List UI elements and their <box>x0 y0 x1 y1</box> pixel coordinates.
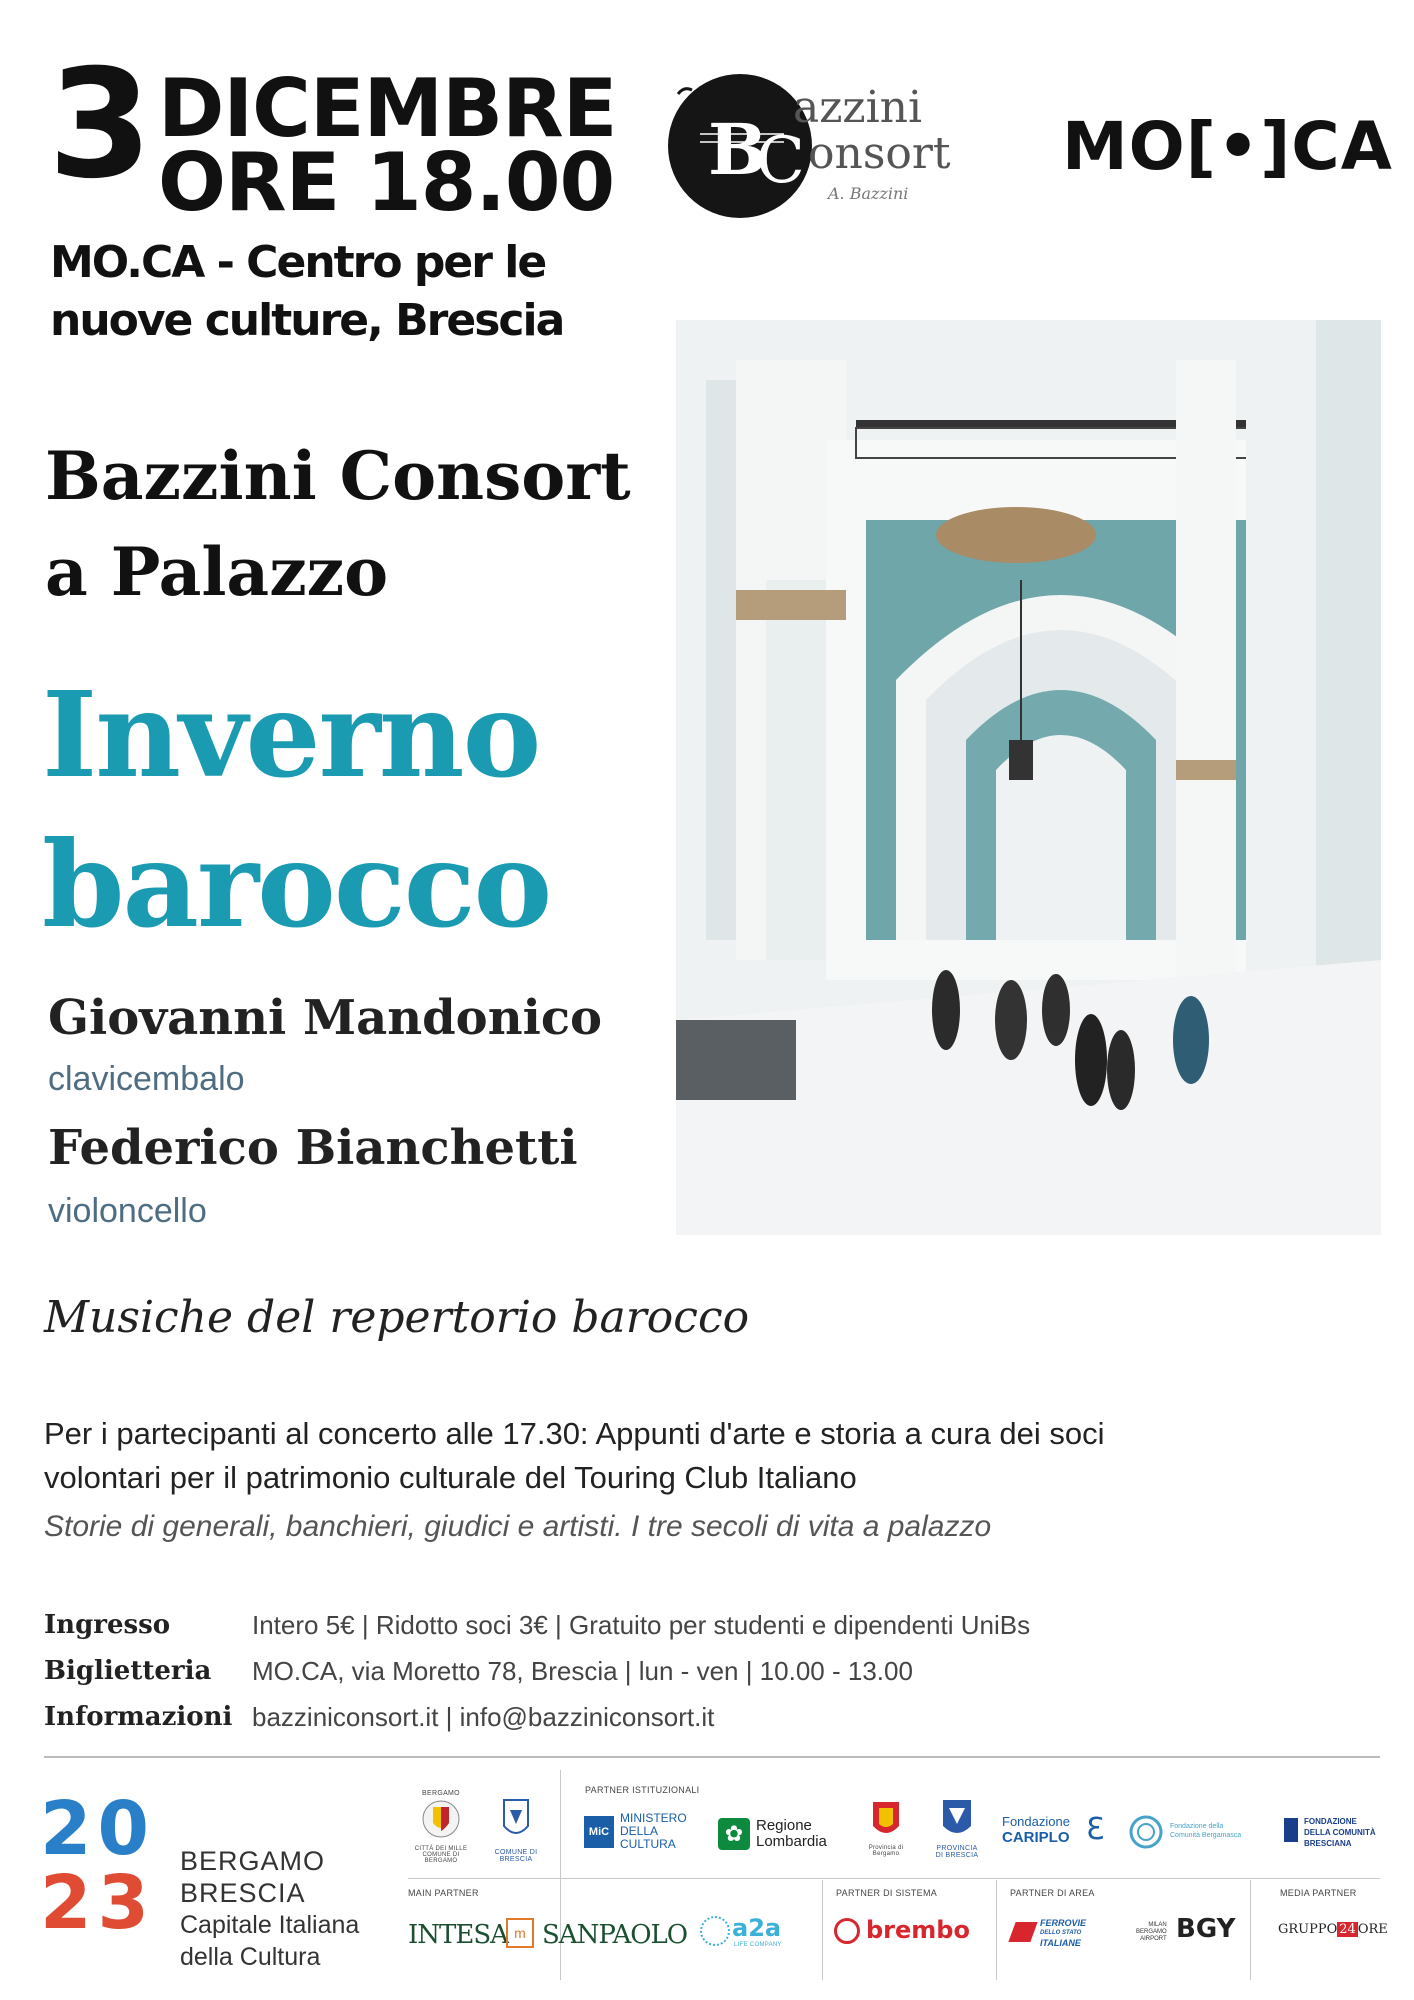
cariplo-line-2: CARIPLO <box>1002 1829 1070 1846</box>
pre-concert-italic: Storie di generali, banchieri, giudici e artisti. I tre secoli di vita a palazzo <box>44 1510 992 1543</box>
provincia-bergamo-crest-icon <box>869 1796 903 1840</box>
provincia-bergamo-logo <box>860 1796 912 1857</box>
partner-istituzionali-label: PARTNER ISTITUZIONALI <box>585 1785 700 1795</box>
event-subtitle-line-2: a Palazzo <box>45 533 389 611</box>
event-title-line-1: Inverno <box>42 665 540 804</box>
a2a-icon <box>700 1916 730 1946</box>
venue-line-1: MO.CA - Centro per le <box>50 237 546 288</box>
event-subtitle-line-1: Bazzini Consort <box>45 437 631 515</box>
footer-separator-4 <box>1250 1880 1251 1980</box>
ministero-cultura-logo <box>584 1810 694 1854</box>
performer-name-2: Federico Bianchetti <box>48 1120 578 1176</box>
informazioni-label: Informazioni <box>44 1702 233 1732</box>
event-subtitle <box>45 428 631 620</box>
partner-sistema-label: PARTNER DI SISTEMA <box>836 1888 938 1898</box>
pre-concert-line-1: Per i partecipanti al concerto alle 17.30: Appunti d'arte e storia a cura dei soci <box>44 1416 1105 1451</box>
date-day: 3 <box>48 38 149 212</box>
capital-city-2: BRESCIA <box>180 1878 306 1908</box>
provincia-brescia-line-1: PROVINCIA <box>936 1845 978 1852</box>
brescia-crest-icon <box>496 1790 536 1844</box>
snowy-palace-illustration <box>676 320 1381 1235</box>
repertoire-text: Musiche del repertorio barocco <box>44 1292 750 1343</box>
comune-brescia-label: COMUNE DI BRESCIA <box>494 1849 538 1863</box>
cariplo-icon: ℇ <box>1086 1813 1105 1846</box>
brembo-text: brembo <box>866 1916 970 1944</box>
regione-lombardia-logo <box>718 1814 842 1854</box>
performer-instrument-1: clavicembalo <box>48 1060 245 1098</box>
sole-gruppo: GRUPPO <box>1278 1922 1338 1937</box>
bgy-small-text <box>1136 1922 1167 1943</box>
ministero-text <box>620 1812 687 1851</box>
ingresso-label: Ingresso <box>44 1610 171 1640</box>
biglietteria-value: MO.CA, via Moretto 78, Brescia | lun - ven | 10.00 - 13.00 <box>252 1656 913 1686</box>
footer-divider <box>44 1756 1380 1758</box>
capital-text <box>180 1845 359 1973</box>
fs-line-3: ITALIANE <box>1040 1938 1081 1948</box>
comune-bergamo-label: COMUNE DI BERGAMO <box>422 1852 460 1864</box>
event-title-line-2: barocco <box>42 815 551 954</box>
bgy-logo: BGY <box>1176 1914 1236 1944</box>
brembo-icon <box>834 1918 860 1944</box>
rosa-camuna-icon: ✿ <box>718 1818 750 1850</box>
cariplo-line-1: Fondazione <box>1002 1814 1070 1829</box>
provincia-bergamo-line-1: Provincia di <box>868 1845 904 1851</box>
bresciana-line-2: DELLA COMUNITÀ <box>1304 1828 1376 1837</box>
comune-brescia-logo <box>488 1790 544 1863</box>
performer-instrument-2: violoncello <box>48 1192 207 1230</box>
comune-bergamo-sub: CITTÀ DEI MILLE <box>414 1846 468 1852</box>
fs-line-2: DELLO STATO <box>1040 1930 1082 1936</box>
performer-name-1: Giovanni Mandonico <box>48 990 603 1046</box>
capital-year-bottom: 23 <box>40 1860 155 1946</box>
provincia-bergamo-line-2: Bergamo <box>872 1851 900 1857</box>
lombardia-line-1: Regione <box>756 1817 812 1834</box>
bgy-line-2: BERGAMO <box>1136 1929 1167 1935</box>
lombardia-text <box>756 1818 827 1850</box>
bergamasca-line-2: Comunità Bergamasca <box>1170 1832 1242 1839</box>
bresciana-icon <box>1284 1818 1298 1842</box>
moca-logo: MO[•]CA <box>1062 108 1393 185</box>
biglietteria-label: Biglietteria <box>44 1656 212 1686</box>
bergamo-crest-icon <box>421 1797 461 1841</box>
bresciana-text <box>1304 1816 1376 1849</box>
bgy-line-3: AIRPORT <box>1140 1936 1167 1942</box>
bresciana-line-3: BRESCIANA <box>1304 1839 1352 1848</box>
fondazione-bresciana-logo <box>1284 1814 1384 1854</box>
partner-area-label: PARTNER DI AREA <box>1010 1888 1095 1898</box>
provincia-brescia-line-2: DI BRESCIA <box>935 1852 979 1859</box>
ministero-line-3: CULTURA <box>620 1837 676 1851</box>
ingresso-value: Intero 5€ | Ridotto soci 3€ | Gratuito per studenti e dipendenti UniBs <box>252 1610 1031 1640</box>
footer-separator-3 <box>996 1880 997 1980</box>
lombardia-line-2: Lombardia <box>756 1833 827 1850</box>
pre-concert-line-2: volontari per il patrimonio culturale del Touring Club Italiano <box>44 1460 857 1495</box>
venue <box>50 234 610 350</box>
sole-24-icon: 24 <box>1339 1922 1356 1937</box>
fondazione-cariplo-logo <box>1002 1812 1112 1856</box>
media-partner-label: MEDIA PARTNER <box>1280 1888 1357 1898</box>
event-time: ORE 18.00 <box>158 136 615 229</box>
fs-text <box>1040 1918 1086 1948</box>
venue-line-2: nuove culture, Brescia <box>50 295 564 346</box>
comune-bergamo-logo <box>412 1790 470 1864</box>
bazzini-logo-text-1: azzini <box>793 82 923 133</box>
capital-2023-logo <box>40 1786 155 1946</box>
provincia-brescia-crest-icon <box>939 1794 975 1840</box>
svg-text:B: B <box>708 108 768 191</box>
comune-bergamo-top: BERGAMO <box>422 1790 460 1797</box>
bergamasca-icon <box>1128 1814 1164 1850</box>
a2a-subtext: LIFE COMPANY <box>734 1942 782 1948</box>
bazzini-consort-logo <box>668 74 958 224</box>
bazzini-logo-text-2: onsort <box>808 128 951 179</box>
footer-separator-2 <box>822 1880 823 1980</box>
provincia-brescia-logo <box>930 1794 984 1859</box>
winter-palace-photo <box>676 320 1381 1235</box>
cariplo-text <box>1002 1814 1070 1846</box>
intesa-text: INTESA <box>408 1920 508 1950</box>
fs-icon <box>1008 1922 1037 1942</box>
capital-line-2: della Cultura <box>180 1943 321 1971</box>
capital-year-top: 20 <box>40 1786 155 1872</box>
capital-city-1: BERGAMO <box>180 1846 326 1876</box>
bazzini-logo-signature: A. Bazzini <box>828 184 909 203</box>
svg-text:C: C <box>756 124 805 198</box>
footer-hline <box>408 1878 1380 1879</box>
fondazione-bergamasca-logo <box>1128 1812 1258 1856</box>
informazioni-value[interactable]: bazziniconsort.it | info@bazziniconsort.it <box>252 1702 715 1732</box>
bergamasca-text <box>1170 1822 1241 1840</box>
pre-concert-info <box>44 1412 1364 1500</box>
capital-line-1: Capitale Italiana <box>180 1911 360 1939</box>
main-partner-label: MAIN PARTNER <box>408 1888 479 1898</box>
sanpaolo-text: SANPAOLO <box>542 1920 688 1950</box>
sole24ore-logo <box>1278 1922 1388 1937</box>
bergamasca-line-1: Fondazione della <box>1170 1823 1224 1830</box>
sole-ore: ORE <box>1357 1922 1388 1937</box>
intesa-sanpaolo-icon: m <box>506 1918 534 1948</box>
a2a-text: a2a <box>732 1914 782 1942</box>
ministero-line-2: DELLA <box>620 1824 659 1838</box>
event-title <box>42 660 550 960</box>
mic-icon: MiC <box>584 1816 614 1848</box>
bresciana-line-1: FONDAZIONE <box>1304 1817 1357 1826</box>
date-month: DICEMBRE <box>158 62 617 155</box>
bgy-line-1: MILAN <box>1148 1922 1167 1928</box>
ministero-line-1: MINISTERO <box>620 1811 687 1825</box>
fs-line-1: FERROVIE <box>1040 1918 1087 1928</box>
